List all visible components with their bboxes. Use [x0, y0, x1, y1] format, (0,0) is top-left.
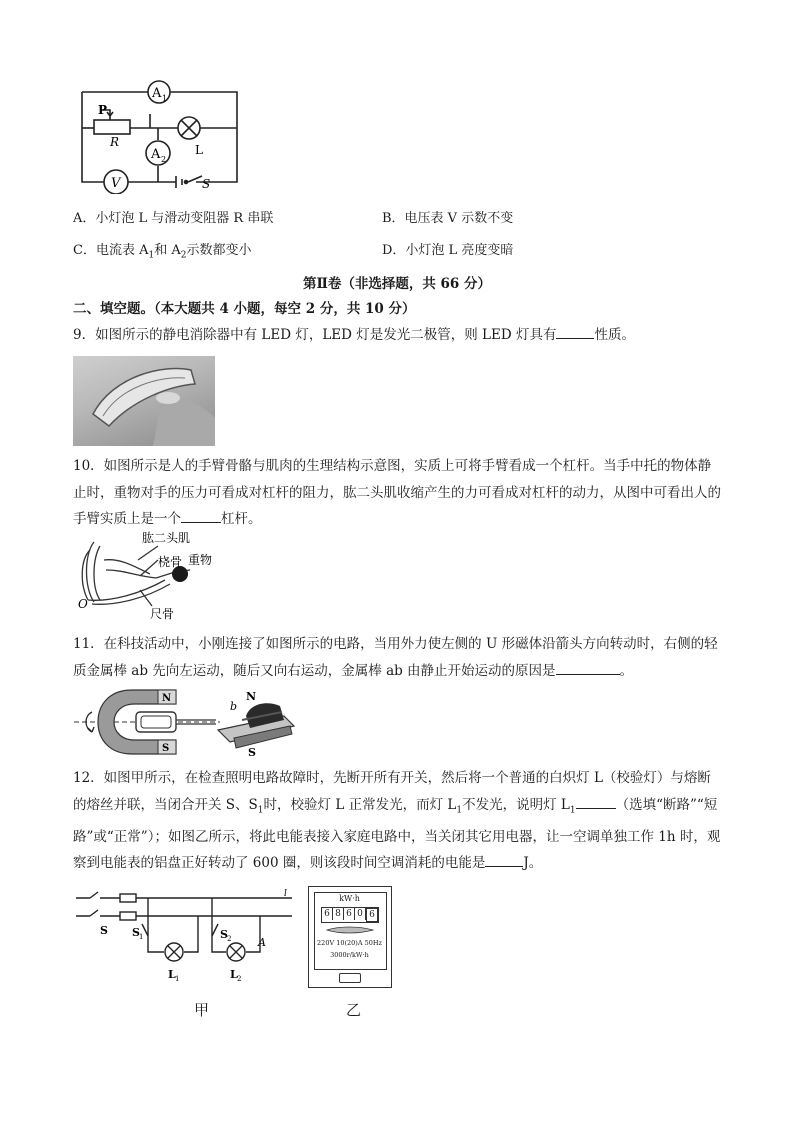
jia-l1-label: L [168, 968, 176, 981]
q9-photo [73, 356, 215, 446]
p-label: P [98, 103, 108, 117]
q12-text-1-sub: 1 [257, 805, 264, 816]
jia-l2-sub: 2 [237, 975, 242, 983]
q12-text-3: 不发光，说明灯 L [462, 796, 570, 813]
right-s-label: S [248, 746, 256, 758]
meter-digits [321, 907, 379, 923]
jia-a-label: A [258, 936, 266, 949]
q10-text-pre: 10．如图所示是人的手臂骨骼与肌肉的生理结构示意图，实质上可将手臂看成一个杠杆。当手中托的物体静止时，重物对手的压力可看成对杠杆的阻力，肱二头肌收缩产生的力可看成对杠杆的动力，从图中可看出人的手臂实质上是一个 [73, 458, 721, 527]
q8-option-b: B．电压表 V 示数不变 [382, 211, 514, 226]
meter-digit: 6 [366, 908, 378, 922]
meter-unit: kW·h [339, 894, 360, 903]
a2-sub: 2 [161, 155, 167, 164]
q8-option-c-post: 示数都变小 [186, 243, 252, 258]
l-label: L [195, 143, 203, 157]
q9-text [73, 322, 723, 349]
s-label: S [202, 177, 211, 191]
q12-text-4: （选填“断路”“短路”或“正常”）；如图乙所示，将此电能表接入家庭电路中，当关闭其它用电器，让一空调单独工作 1h 时，观察到电能表的铝盘正好转动了 600 圈，则该段时间空调消耗的电能是 [73, 796, 721, 872]
jia-l1-sub: 1 [175, 975, 180, 983]
rod-b-label: b [230, 700, 238, 713]
a2-label: A [151, 147, 161, 162]
meter-rating: 220V 10(20)A 50Hz [317, 939, 382, 947]
meter-digit: 6 [344, 908, 355, 920]
magnet-s-label: S [162, 743, 170, 754]
jia-l2-label: L [230, 968, 238, 981]
q11-text [73, 631, 723, 684]
q8-option-c-sub2: 2 [180, 250, 187, 261]
q8-option-c [73, 238, 251, 269]
r-label: R [110, 135, 120, 149]
meter-terminal [339, 973, 361, 983]
q11-magnet-diagram [70, 686, 302, 758]
a1-sub: 1 [162, 94, 168, 103]
q8-option-c-mid: 和 A [154, 243, 181, 258]
q11-answer-blank[interactable] [556, 660, 620, 675]
jia-s-label: S [100, 924, 108, 937]
meter-disc-window [323, 925, 377, 935]
a1-label: A [152, 86, 162, 101]
meter-digit: 0 [355, 908, 366, 920]
q12-energy-meter [308, 886, 392, 988]
weight-label: 重物 [188, 553, 213, 567]
q10-text-post: 杠杆。 [221, 511, 262, 527]
q8-option-a: A．小灯泡 L 与滑动变阻器 R 串联 [73, 211, 274, 226]
q12-answer-blank-2[interactable] [485, 852, 523, 867]
q8-option-c-sub1: 1 [148, 250, 155, 261]
q12-fig-jia-circuit [70, 888, 298, 988]
q8-option-c-pre: C．电流表 A [73, 243, 149, 258]
meter-rev: 3000r/kW·h [330, 951, 369, 959]
q12-text-2-sub: 1 [456, 805, 463, 816]
q9-text-pre: 9．如图所示的静电消除器中有 LED 灯，LED 灯是发光二极管，则 LED 灯具有 [73, 327, 557, 343]
q12-text-1: 12．如图甲所示，在检查照明电路故障时，先断开所有开关，然后将一个普通的白炽灯 L（校验灯）与熔断的熔丝并联，当闭合开关 S、S [73, 770, 711, 813]
q10-text [73, 453, 723, 533]
q9-answer-blank[interactable] [556, 324, 594, 339]
bone1-label: 桡骨 [158, 555, 183, 569]
jia-s1-sub: 1 [139, 933, 144, 941]
q12-answer-blank-1[interactable] [576, 794, 616, 809]
fig-jia-caption: 甲 [194, 1001, 210, 1019]
jia-line-label: l [284, 889, 287, 899]
q9-text-post: 性质。 [594, 327, 635, 343]
q8-option-d: D．小灯泡 L 亮度变暗 [382, 243, 514, 258]
magnet-n-label: N [162, 693, 172, 704]
part2-heading: 二、填空题。（本大题共 4 小题，每空 2 分，共 10 分） [73, 301, 416, 317]
fig-yi-caption: 乙 [346, 1001, 362, 1019]
q12-text [73, 765, 723, 877]
section-title: 第Ⅱ卷（非选择题，共 66 分） [302, 276, 492, 292]
q9-photo-art [73, 356, 215, 446]
q10-arm-diagram [70, 530, 230, 622]
meter-digit: 6 [322, 908, 333, 920]
jia-s2-sub: 2 [227, 935, 232, 943]
q12-text-3-sub: 1 [569, 805, 576, 816]
q11-text-pre: 11．在科技活动中，小刚连接了如图所示的电路，当用外力使左侧的 U 形磁体沿箭头方向转动时，右侧的轻质金属棒 ab 先向左运动，随后又向右运动，金属棒 ab 由静止开始运动的原因是 [73, 636, 718, 679]
v-label: V [111, 176, 121, 191]
q8-circuit-diagram [70, 72, 250, 194]
bone2-label: 尺骨 [150, 607, 175, 621]
muscle-label: 肱二头肌 [142, 531, 191, 545]
q12-text-5: J。 [523, 855, 543, 872]
q12-text-2: 时，校验灯 L 正常发光，而灯 L [263, 796, 457, 813]
q11-text-post: 。 [619, 662, 634, 679]
q10-answer-blank[interactable] [181, 508, 221, 523]
jia-s2-label: S [220, 928, 228, 941]
pivot-o-label: O [78, 597, 88, 611]
meter-digit: 8 [333, 908, 344, 920]
right-n-label: N [246, 690, 257, 703]
jia-s1-label: S [132, 926, 140, 939]
